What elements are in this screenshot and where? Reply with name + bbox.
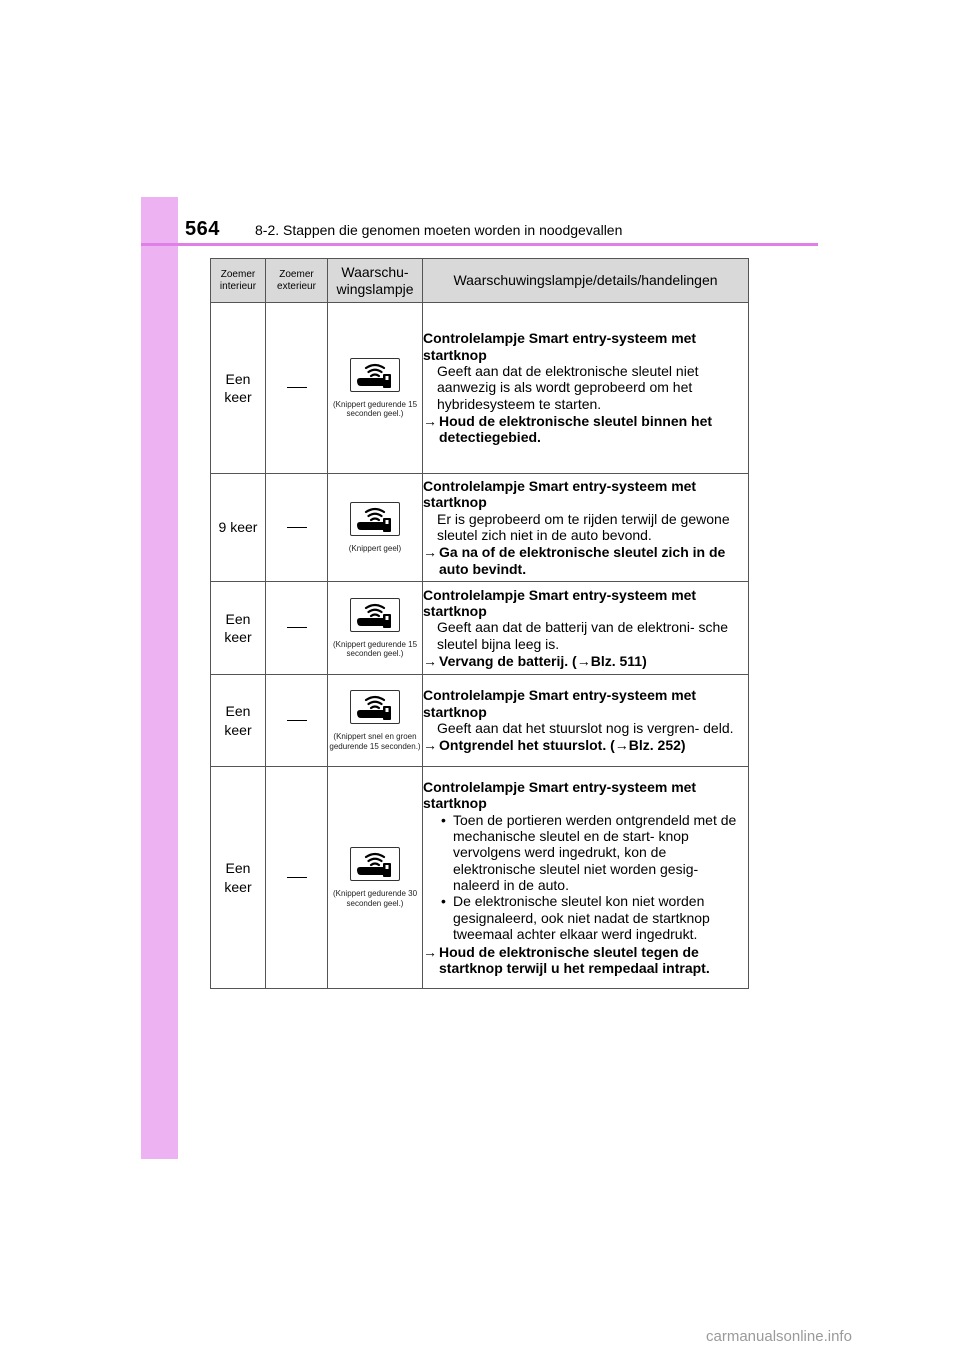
details-title: Controlelampje Smart entry-systeem met startknop [423, 477, 697, 511]
details-title: Controlelampje Smart entry-systeem met startknop [423, 330, 697, 363]
arrow-icon: → [423, 544, 437, 561]
table-row [211, 582, 749, 675]
buzzer-outside-cell [266, 303, 328, 474]
section-title: 8-2. Stappen die genomen moeten worden in noodgevallen [255, 222, 623, 238]
table-header-row [211, 259, 749, 303]
dash [287, 877, 307, 878]
dash [287, 720, 307, 721]
details-cell [423, 582, 749, 675]
smart-key-icon [350, 690, 400, 724]
header-warning-lamp: Waarschu- wingslampje [328, 259, 423, 303]
table-row [211, 303, 749, 474]
warning-lamp-cell [328, 767, 423, 989]
bullet-text: Toen de portieren werden ontgrendeld met de mechanische sleutel en de start- knop vervolgens werd ingedrukt, kon de elektronische sleutel niet worden gesig- naleerd in de auto. [453, 811, 737, 893]
smart-key-icon [350, 358, 400, 392]
table-row [211, 675, 749, 767]
details-body: Er is geprobeerd om te rijden terwijl de gewone sleutel zich niet in de auto bevond. [437, 510, 730, 543]
action-text: Ontgrendel het stuurslot. (→Blz. 252) [439, 737, 686, 754]
page-number: 564 [185, 218, 220, 240]
dash [287, 527, 307, 528]
details-bullet [423, 812, 748, 894]
details-title: Controlelampje Smart entry-systeem met startknop [423, 778, 697, 812]
details-title: Controlelampje Smart entry-systeem met startknop [423, 687, 697, 720]
arrow-icon: → [423, 413, 437, 430]
details-action [423, 944, 748, 977]
lamp-note: (Knippert snel en groen gedurende 15 seconden.) [329, 732, 421, 751]
warning-lamp-cell [328, 675, 423, 767]
warning-lamp-cell [328, 303, 423, 474]
smart-key-icon [350, 502, 400, 536]
details-title: Controlelampje Smart entry-systeem met startknop [423, 586, 697, 619]
arrow-icon: → [423, 943, 437, 960]
action-text: Houd de elektronische sleutel tegen de startknop terwijl u het rempedaal intrapt. [439, 943, 710, 976]
details-action [423, 653, 748, 669]
bullet-icon: • [441, 811, 446, 828]
bullet-icon: • [441, 893, 446, 910]
details-bullet [423, 893, 748, 942]
details-cell [423, 675, 749, 767]
side-band [141, 197, 178, 1159]
buzzer-outside-cell [266, 582, 328, 675]
lamp-note: (Knippert geel) [348, 543, 402, 553]
buzzer-inside-cell: Een keer [211, 582, 266, 675]
dash [287, 387, 307, 388]
buzzer-outside-cell [266, 767, 328, 989]
watermark: carmanualsonline.info [706, 1328, 852, 1345]
details-body: Geeft aan dat de batterij van de elektroni- sche sleutel bijna leeg is. [437, 619, 729, 652]
details-cell [423, 303, 749, 474]
warning-lamp-cell [328, 582, 423, 675]
header-rule [141, 243, 818, 246]
details-cell [423, 474, 749, 582]
details-action [423, 413, 748, 446]
details-action [423, 544, 748, 577]
header-details: Waarschuwingslampje/details/handelingen [423, 259, 749, 303]
lamp-note: (Knippert gedurende 30 seconden geel.) [332, 889, 418, 908]
dash [287, 627, 307, 628]
warning-table [210, 258, 749, 989]
details-cell [423, 767, 749, 989]
lamp-note: (Knippert gedurende 15 seconden geel.) [332, 639, 418, 658]
details-action [423, 737, 748, 753]
smart-key-icon [350, 598, 400, 632]
table-row [211, 474, 749, 582]
warning-lamp-cell [328, 474, 423, 582]
bullet-text: De elektronische sleutel kon niet worden gesignaleerd, ook niet nadat de startknop tweemaal achter elkaar werd ingedrukt. [453, 893, 710, 943]
details-body: Geeft aan dat de elektronische sleutel niet aanwezig is als wordt geprobeerd om het hybridesysteem te starten. [437, 362, 699, 412]
action-text: Vervang de batterij. (→Blz. 511) [439, 653, 647, 670]
action-text: Ga na of de elektronische sleutel zich in de auto bevindt. [439, 544, 726, 577]
buzzer-outside-cell [266, 474, 328, 582]
smart-key-icon [350, 847, 400, 881]
buzzer-inside-cell: Een keer [211, 675, 266, 767]
header-buzzer-inside: Zoemer interieur [211, 259, 266, 303]
buzzer-inside-cell: Een keer [211, 303, 266, 474]
buzzer-inside-cell: Een keer [211, 767, 266, 989]
lamp-note: (Knippert gedurende 15 seconden geel.) [332, 399, 418, 418]
header-buzzer-outside: Zoemer exterieur [266, 259, 328, 303]
buzzer-inside-cell: 9 keer [211, 474, 266, 582]
table-row [211, 767, 749, 989]
details-body: Geeft aan dat het stuurslot nog is vergren- deld. [437, 720, 734, 736]
buzzer-outside-cell [266, 675, 328, 767]
arrow-icon: → [423, 737, 437, 754]
arrow-icon: → [423, 653, 437, 670]
action-text: Houd de elektronische sleutel binnen het detectiegebied. [439, 413, 713, 446]
